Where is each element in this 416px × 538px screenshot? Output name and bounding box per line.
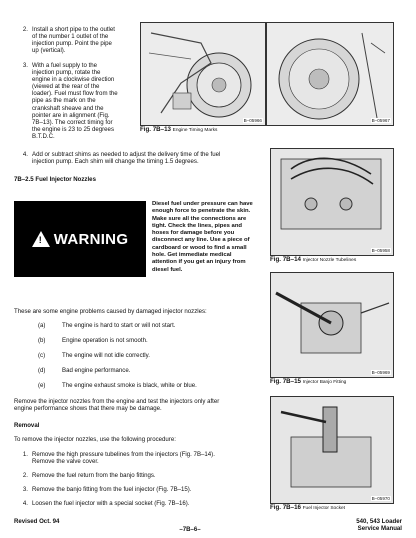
step-3-text: With a fuel supply to the injection pump, rotate the engine in a clockwise direction (viewed at the rear of the loader). Fuel must flow from the pipe as the mark on the crankshaft sheave and the pointer are in alignment (Fig. 7B–13). The correct timing for the engine is 23 to 25 degrees B.T.D.C. xyxy=(32,62,118,140)
figure-14-code: B–05958 xyxy=(371,248,390,253)
warning-label: WARNING xyxy=(53,230,129,248)
engine-timing-illustration xyxy=(141,23,265,125)
problem-item: (c) The engine will not idle correctly. xyxy=(38,352,150,359)
figure-15-image xyxy=(270,272,394,378)
figure-16-code: B–05970 xyxy=(371,496,390,501)
injector-socket-illustration xyxy=(271,397,393,503)
figure-13-code-right: B–05967 xyxy=(371,118,390,123)
figure-13-right-image xyxy=(266,22,394,126)
problem-item: (a) The engine is hard to start or will not start. xyxy=(38,322,176,329)
problem-item: (b) Engine operation is not smooth. xyxy=(38,337,148,344)
footer-revised: Revised Oct. 94 xyxy=(14,518,60,525)
problem-item: (d) Bad engine performance. xyxy=(38,367,131,374)
crankshaft-sheave-illustration xyxy=(267,23,393,125)
figure-13-code-left: B–05966 xyxy=(243,118,262,123)
figure-15-caption: Fig. 7B–15 Injector Banjo Fitting xyxy=(270,378,347,385)
figure-16-caption: Fig. 7B–16 Fuel Injector Socket xyxy=(270,504,346,511)
removal-heading: Removal xyxy=(14,422,40,429)
figure-14-image xyxy=(270,148,394,256)
remove-paragraph: Remove the injector nozzles from the engine and test the injectors only after engine performance shows that there may be damage. xyxy=(14,398,220,413)
warning-triangle-icon: ! xyxy=(32,231,50,247)
nozzle-tubelines-illustration xyxy=(271,149,393,255)
problems-intro: These are some engine problems caused by damaged injector nozzles: xyxy=(14,308,207,315)
warning-label-box xyxy=(14,201,146,277)
footer-page-number: –7B–6– xyxy=(179,526,201,533)
figure-13-left-image xyxy=(140,22,266,126)
banjo-fitting-illustration xyxy=(271,273,393,377)
problems-list xyxy=(38,322,268,392)
footer-model: 540, 543 Loader Service Manual xyxy=(356,518,402,533)
removal-intro: To remove the injector nozzles, use the following procedure: xyxy=(14,436,176,443)
figure-15-code: B–05969 xyxy=(371,370,390,375)
figure-14-caption: Fig. 7B–14 Injector Nozzle Tubelines xyxy=(270,256,357,263)
problem-item: (e) The engine exhaust smoke is black, white or blue. xyxy=(38,382,197,389)
step-4-text: Add or subtract shims as needed to adjust the delivery time of the fuel injection pump. Each shim will change the timing 1.5 degrees. xyxy=(32,151,221,166)
figure-16-image xyxy=(270,396,394,504)
step-2-text: Install a short pipe to the outlet of the number 1 outlet of the injection pump. Point the pipe up (vertical). xyxy=(32,26,115,55)
section-heading: 7B–2.5 Fuel Injector Nozzles xyxy=(14,176,96,183)
warning-text: Diesel fuel under pressure can have enough force to penetrate the skin. Make sure all the connections are tight. Check the lines, pipes and hoses for damage before you disconnect any line. Use a piece of cardboard or wood to find a small hole. Get immediate medical attention if you get an injury from diesel fuel. xyxy=(152,201,253,273)
figure-13-caption: Fig. 7B–13 Engine Timing Marks xyxy=(140,126,218,133)
